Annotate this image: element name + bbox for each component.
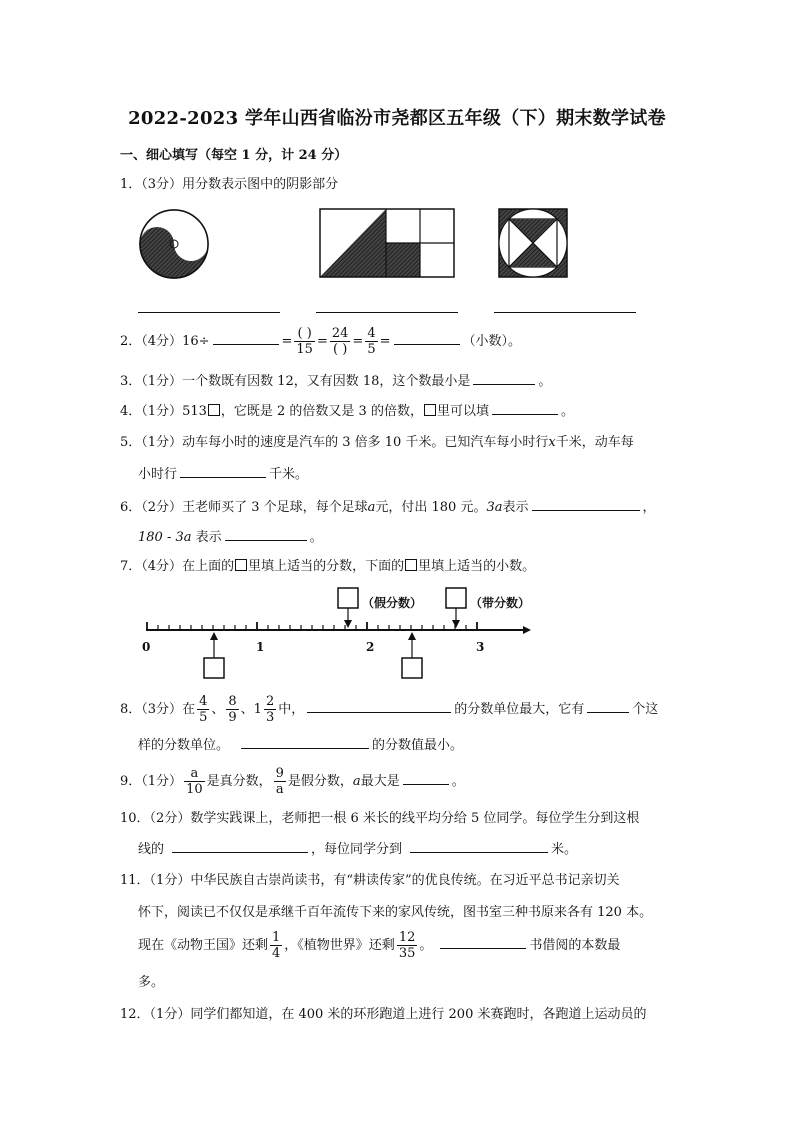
- question-5-cont: 小时行 千米。: [138, 467, 309, 482]
- answer-blank[interactable]: [213, 332, 279, 345]
- box-icon: [208, 404, 220, 416]
- box-icon: [405, 559, 417, 571]
- answer-blank[interactable]: [440, 936, 526, 949]
- answer-blank[interactable]: [180, 465, 266, 478]
- tick-label-2: 2: [366, 640, 375, 654]
- question-10: 10．（2分）数学实践课上，老师把一根 6 米长的线平均分给 5 位同学。每位学生分到这根: [120, 811, 640, 826]
- question-9: 9．（1分） $\frac{a}{10}$ 是真分数， $\frac{9}{a}$ 是假分数，a最大是 。: [120, 766, 465, 797]
- question-text: 用分数表示图中的阴影部分: [182, 177, 339, 192]
- question-5: 5．（1分）动车每小时的速度是汽车的 3 倍多 10 千米。已知汽车每小时行x千米，动车每: [120, 435, 634, 450]
- answer-blank[interactable]: [225, 528, 307, 541]
- box-icon: [235, 559, 247, 571]
- answer-blank[interactable]: [410, 840, 548, 853]
- answer-blank[interactable]: [492, 402, 558, 415]
- question-11-cont-2: 现在《动物王国》还剩 $\frac{1}{4}$ ，《植物世界》还剩 $\frac{12}{35}$ 。 书借阅的本数最: [138, 930, 621, 961]
- question-number: 1．: [120, 177, 142, 192]
- answer-blank[interactable]: [307, 700, 451, 713]
- question-6: 6．（2分）王老师买了 3 个足球，每个足球a元，付出 180 元。3a表示 ，: [120, 500, 656, 515]
- question-7: 7．（4分）在上面的 里填上适当的分数，下面的 里填上适当的小数。: [120, 559, 536, 574]
- question-2: 2．（4分）16÷ = $\frac{( )}{15}$ = $\frac{24}{( )}$ = $\frac{4}{5}$ = （小数）。: [120, 326, 522, 357]
- question-8-cont: 样的分数单位。 的分数值最小。: [138, 738, 464, 753]
- answer-blank[interactable]: [473, 372, 535, 385]
- question-8: 8．（3分）在 $\frac{4}{5}$ 、 $\frac{8}{9}$ 、1 $\frac{2}{3}$ 中， 的分数单位最大，它有 个这: [120, 694, 659, 725]
- question-3: 3．（1分）一个数既有因数 12，又有因数 18，这个数最小是 。: [120, 374, 552, 389]
- question-11-cont-1: 怀下，阅读已不仅仅是承继千百年流传下来的家风传统，图书室三种书原来各有 120 本。: [138, 905, 653, 920]
- answer-box-improper[interactable]: [338, 588, 358, 608]
- box-icon: [424, 404, 436, 416]
- page-title: 2022-2023 学年山西省临汾市尧都区五年级（下）期末数学试卷: [128, 108, 666, 129]
- question-4: 4．（1分）513 ，它既是 2 的倍数又是 3 的倍数， 里可以填 。: [120, 404, 574, 419]
- answer-blank[interactable]: [532, 498, 640, 511]
- answer-blank-3[interactable]: [494, 312, 636, 313]
- answer-blank[interactable]: [394, 332, 460, 345]
- answer-blank[interactable]: [403, 772, 449, 785]
- answer-blank[interactable]: [172, 840, 308, 853]
- question-6-cont: 180 - 3a 表示 。: [138, 530, 323, 545]
- tick-label-1: 1: [256, 640, 265, 654]
- answer-box-mixed[interactable]: [446, 588, 466, 608]
- section-heading: 一、细心填写（每空 1 分，计 24 分）: [120, 148, 348, 163]
- answer-blank-1[interactable]: [138, 312, 280, 313]
- question-12: 12．（1分）同学们都知道，在 400 米的环形跑道上进行 200 米赛跑时，各跑道上运动员的: [120, 1007, 647, 1022]
- question-1: [120, 176, 338, 194]
- tick-label-0: 0: [142, 640, 151, 654]
- shaded-square-figure: [497, 207, 569, 279]
- question-11-cont-3: 多。: [138, 975, 165, 990]
- shaded-rectangle-figure: [318, 207, 456, 279]
- improper-fraction-label: （假分数）: [362, 596, 423, 610]
- question-11: 11．（1分）中华民族自古崇尚读书，有“耕读传家”的优良传统。在习近平总书记亲切关: [120, 873, 620, 888]
- answer-blank-2[interactable]: [316, 312, 458, 313]
- answer-blank[interactable]: [241, 736, 369, 749]
- answer-box-decimal-2[interactable]: [402, 658, 422, 678]
- shaded-circle-figure: [138, 208, 210, 280]
- answer-box-decimal-1[interactable]: [204, 658, 224, 678]
- question-score: （3分）: [141, 177, 183, 192]
- tick-label-3: 3: [476, 640, 485, 654]
- question-10-cont: 线的 ，每位同学分到 米。: [138, 842, 578, 857]
- mixed-number-label: （带分数）: [470, 596, 531, 610]
- answer-blank[interactable]: [587, 700, 629, 713]
